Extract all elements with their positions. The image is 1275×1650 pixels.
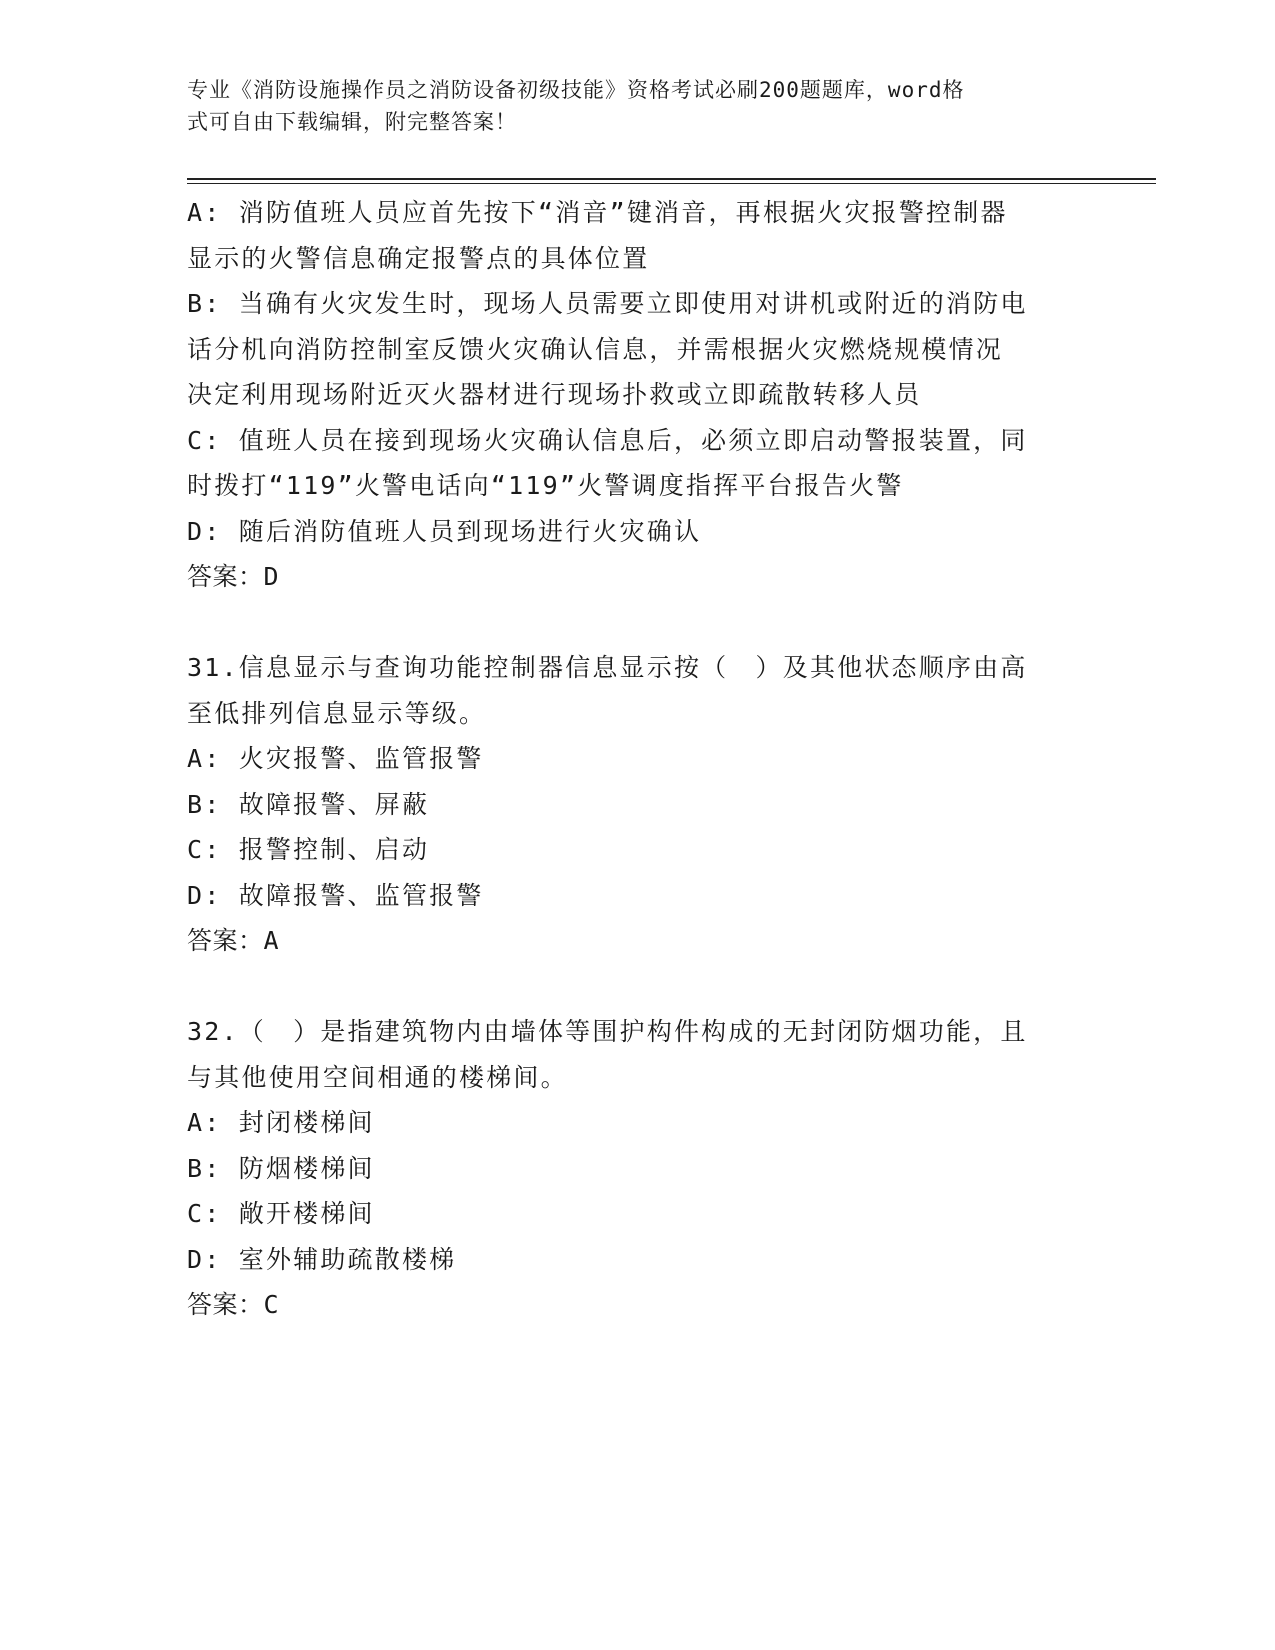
header-line-1: 专业《消防设施操作员之消防设备初级技能》资格考试必刷200题题库，word格	[187, 78, 965, 102]
option-b-line-2: 话分机向消防控制室反馈火灾确认信息，并需根据火灾燃烧规模情况	[187, 334, 1004, 364]
spacer	[187, 600, 1077, 646]
option-b: B: 防烟楼梯间	[187, 1153, 375, 1183]
option-d	[187, 509, 1077, 555]
option-a: A: 封闭楼梯间	[187, 1108, 375, 1137]
option-a-line-1: A: 消防值班人员应首先按下“消音”键消音，再根据火灾报警控制器	[187, 198, 1008, 227]
header-divider-thick	[187, 178, 1156, 180]
option-d: D: 故障报警、监管报警	[187, 880, 484, 910]
page-header	[187, 74, 1067, 138]
option-b-line-1: B: 当确有火灾发生时，现场人员需要立即使用对讲机或附近的消防电	[187, 289, 1028, 318]
option-d-line-1: D: 随后消防值班人员到现场进行火灾确认	[187, 516, 702, 546]
answer-text: 答案：D	[187, 562, 280, 591]
option-a-line-2: 显示的火警信息确定报警点的具体位置	[187, 243, 650, 273]
option-c: C: 敞开楼梯间	[187, 1199, 375, 1228]
header-divider-thin	[187, 183, 1156, 184]
question-stem-line-1: 31.信息显示与查询功能控制器信息显示按（ ）及其他状态顺序由高	[187, 653, 1028, 682]
option-c: C: 报警控制、启动	[187, 835, 430, 864]
option-c-line-1: C: 值班人员在接到现场火灾确认信息后，必须立即启动警报装置，同	[187, 425, 1028, 455]
question-stem-line-2: 至低排列信息显示等级。	[187, 698, 487, 728]
question-content	[187, 190, 1077, 1328]
option-b: B: 故障报警、屏蔽	[187, 789, 430, 819]
header-line-2: 式可自由下载编辑，附完整答案！	[187, 110, 517, 134]
option-c	[187, 418, 1077, 509]
option-a	[187, 190, 1077, 281]
answer-text: 答案：A	[187, 926, 280, 955]
option-b	[187, 281, 1077, 418]
question-31-block	[187, 645, 1077, 964]
question-30-block	[187, 190, 1077, 600]
option-c-line-2: 时拨打“119”火警电话向“119”火警调度指挥平台报告火警	[187, 471, 904, 500]
option-d: D: 室外辅助疏散楼梯	[187, 1244, 457, 1274]
question-stem-line-1: 32.（ ）是指建筑物内由墙体等围护构件构成的无封闭防烟功能，且	[187, 1017, 1028, 1046]
answer-text: 答案：C	[187, 1290, 280, 1319]
question-32-block	[187, 1009, 1077, 1328]
question-stem-line-2: 与其他使用空间相通的楼梯间。	[187, 1062, 568, 1092]
option-a: A: 火灾报警、监管报警	[187, 744, 484, 773]
spacer	[187, 964, 1077, 1010]
option-b-line-3: 决定利用现场附近灭火器材进行现场扑救或立即疏散转移人员	[187, 380, 922, 409]
